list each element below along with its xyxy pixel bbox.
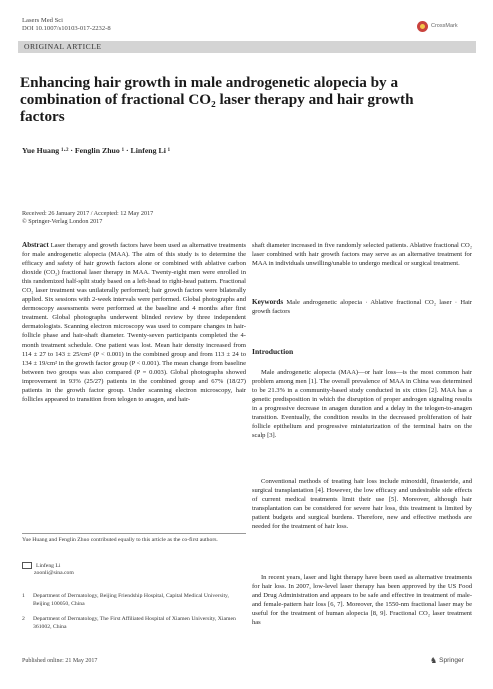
intro-paragraph-1: Male androgenetic alopecia (MAA)—or hair loss—is the most common hair problem among men [1]. The overall prevalence of MAA in China was determined to be 21.3% in a community-based study conducted in six cities [2]. MAA has a genetic predisposition in which the disruption of proper androgen signaling results in a progressive decrease in anagen duration and a delay in the telogen-to-anagen transition. Eventually, the condition results in the decreased proliferation of hair follicle epithelium and progressive miniaturization of the terminal hairs on the scalp [3]. — [252, 369, 472, 440]
keywords-text: Male androgenetic alopecia · Ablative fractional CO₂ laser · Hair growth factors — [252, 299, 472, 316]
copyright: © Springer-Verlag London 2017 — [22, 218, 103, 226]
equal-contribution-note: Yue Huang and Fenglin Zhuo contributed equally to this article as the co-first authors. — [22, 537, 218, 543]
published-online: Published online: 21 May 2017 — [22, 658, 98, 664]
affiliation-2: Department of Dermatology, The First Affiliated Hospital of Xiamen University, Xiamen 361002, China — [33, 616, 236, 630]
journal-name: Lasers Med Sci — [22, 17, 64, 24]
keywords-block — [252, 298, 472, 316]
article-title: Enhancing hair growth in male androgenetic alopecia by a combination of fractional CO₂ laser therapy and hair growth factors — [20, 74, 414, 126]
envelope-icon — [22, 562, 32, 569]
journal-header — [22, 17, 111, 33]
doi[interactable]: DOI 10.1007/s10103-017-2232-8 — [22, 25, 111, 33]
received-accepted: Received: 26 January 2017 / Accepted: 12 May 2017 — [22, 210, 154, 217]
corresponding-author — [22, 562, 246, 578]
crossmark-icon — [417, 21, 428, 32]
abstract-text: Laser therapy and growth factors have been used as alternative treatments for male androgenetic alopecia (MAA). The aim of this study is to determine the efficacy and safety of hair growth factors alone or combined with ablative carbon dioxide (CO₂) fractional laser therapy in MAA. Twenty-eight men were enrolled in this randomized half-split study based on a left-head to right-head pattern. Fractional CO₂ laser treatment was unilaterally performed; hair growth factors were bilaterally applied. Six sessions with 2-week intervals were performed. Global photographs and dermoscopy assessments were performed at the baseline and 4 months after first treatment. Global photographs underwent blinded review by three independent dermatologists. Scanning electron microscopy was used to compare changes in hair-follicle phase and hair-shaft diameter. Twenty-seven participants completed the 4-month treatment schedule. One patient was lost. Mean hair density increased from 114 ± 27 to 143 ± 25/cm² (P < 0.001) in the combined group and from 113 ± 24 to 134 ± 19/cm² in the growth factor group (P < 0.001). The mean change from baseline between two groups was also compared (P = 0.003). Global photographs showed improvement in 93% (25/27) patients in the combined group and 67% (18/27) patients in the growth factor group. Under scanning electron microscopy, hair follicles appeared to transition from telogen to anagen, and hair- — [22, 242, 246, 403]
article-type-band — [18, 41, 476, 53]
springer-horse-icon: ♞ — [430, 656, 438, 665]
crossmark-label: CrossMark — [431, 23, 458, 29]
article-type: ORIGINAL ARTICLE — [24, 42, 102, 51]
received-dates — [22, 210, 153, 226]
keywords-heading: Keywords — [252, 298, 284, 306]
intro-paragraph-3: In recent years, laser and light therapy have been used as alternative treatments for hair loss. In 2007, low-level laser therapy has been approved by the US Food and Drug Administration and appears to be safe and effective in treatment of male- and female-pattern hair loss [6, 7]. Moreover, the 1550-nm fractional laser may be useful for the treatment of human alopecia [8, 9]. Fractional CO₂ laser treatment has — [252, 574, 472, 627]
author-list: Yue Huang ¹·² · Fenglin Zhuo ¹ · Linfeng Li ¹ — [22, 146, 171, 155]
corresponding-name: Linfeng Li — [36, 562, 61, 569]
introduction-p3 — [252, 573, 472, 627]
affiliation-1-number: 1 — [22, 593, 25, 599]
introduction-heading: Introduction — [252, 347, 294, 356]
abstract-heading: Abstract — [22, 241, 49, 249]
footnote-divider — [22, 533, 246, 534]
abstract-continued: shaft diameter increased in five randomly selected patients. Ablative fractional CO₂ laser combined with hair growth factors may serve as an alternative treatment for MAA in individuals unwilling/unable to undergo medical or surgical treatment. — [252, 242, 472, 268]
affiliation-1: Department of Dermatology, Beijing Friendship Hospital, Capital Medical University, Beijing 100050, China — [33, 593, 229, 607]
affiliation-2-number: 2 — [22, 616, 25, 622]
introduction-p2 — [252, 477, 472, 531]
abstract-block — [22, 241, 246, 404]
intro-paragraph-2: Conventional methods of treating hair loss include minoxidil, finasteride, and surgical transplantation [4]. However, the low efficacy and undesirable side effects of current medical treatments limit their use [5]. Moreover, although hair transplantation can be considered for severe hair loss, this treatment is limited by patient budgets and surgical burdens. Therefore, new and effective methods are needed for the treatment of hair loss. — [252, 478, 472, 531]
corresponding-email[interactable]: zoonli@sina.com — [34, 570, 74, 577]
crossmark-badge[interactable] — [417, 19, 475, 33]
introduction-p1 — [252, 368, 472, 440]
publisher-logo — [430, 656, 464, 665]
publisher-name: Springer — [439, 657, 464, 664]
